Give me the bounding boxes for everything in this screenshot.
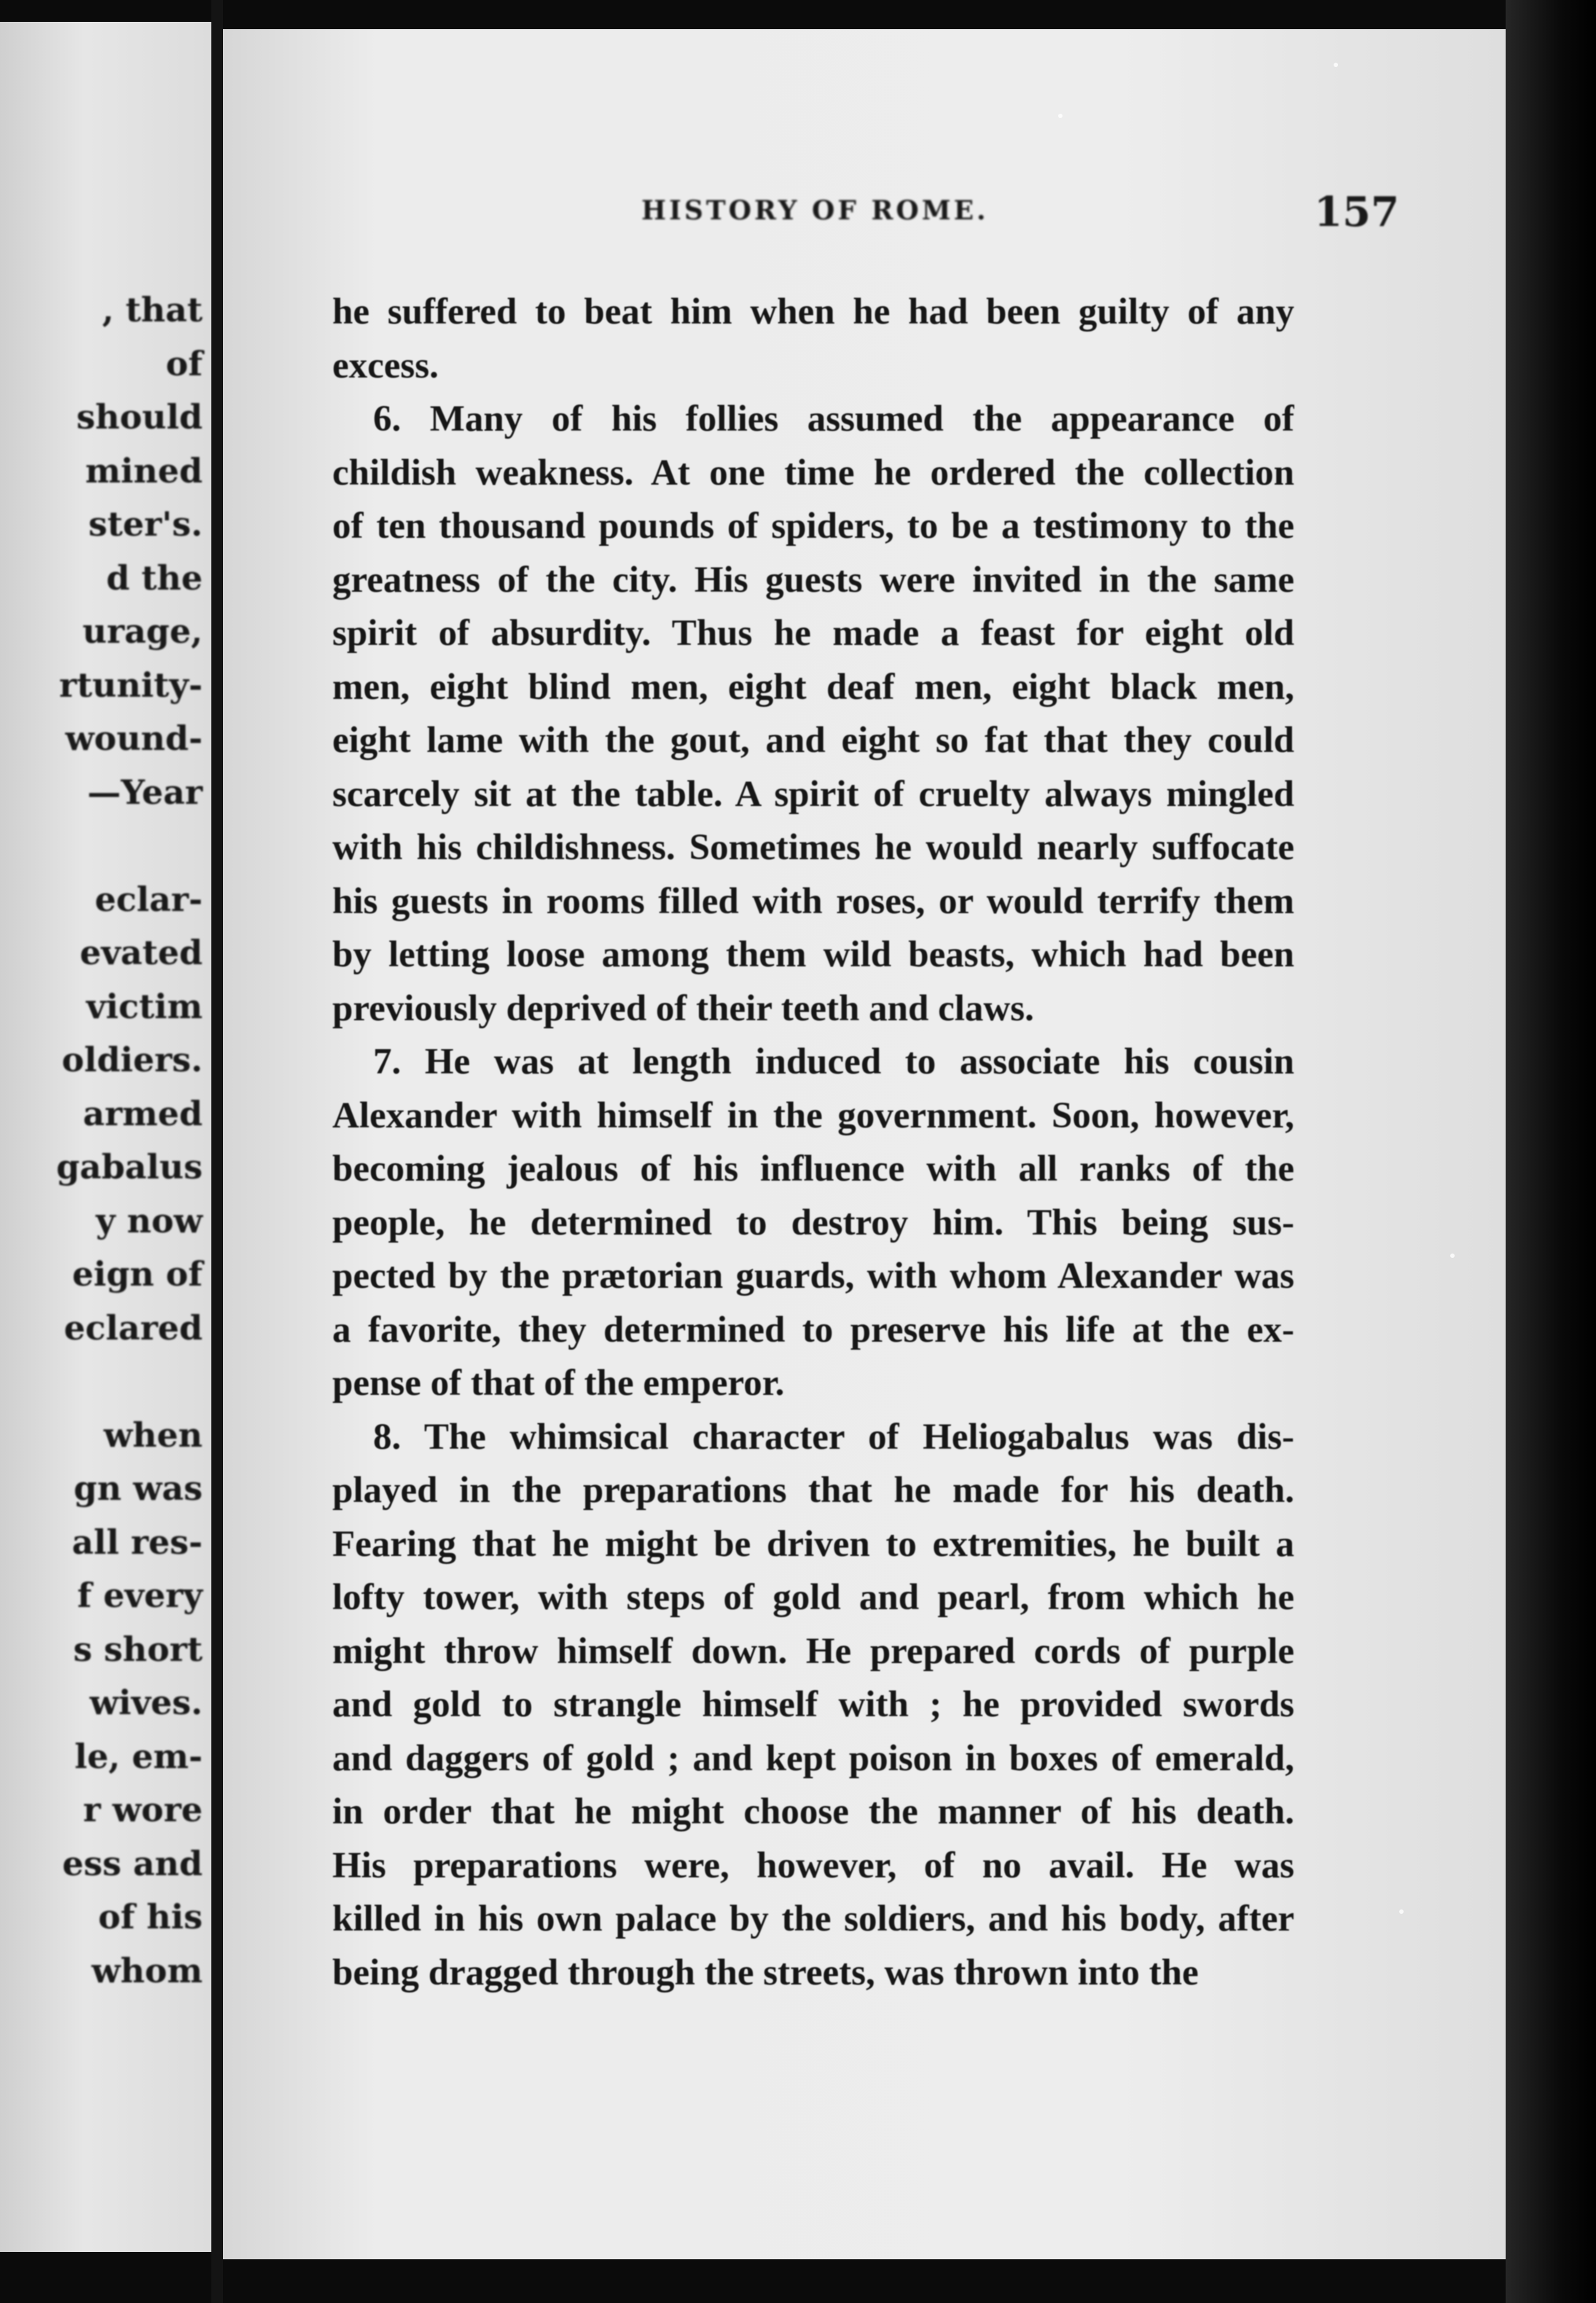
text-line-content: 8. The whimsical character of Heliogabalus was dis- <box>373 1416 1294 1458</box>
text-line <box>332 1197 1294 1251</box>
previous-page-line-fragment: ster's. <box>88 504 203 544</box>
text-line-content: his guests in rooms filled with roses, or would terrify them <box>332 880 1294 922</box>
dust-speck <box>1058 114 1063 118</box>
previous-page-line-fragment: r wore <box>82 1790 203 1829</box>
text-line <box>332 875 1294 929</box>
previous-page-line-fragment: rtunity- <box>59 665 203 705</box>
dust-speck <box>1450 1254 1455 1258</box>
text-line <box>332 1571 1294 1625</box>
text-line-content: killed in his own palace by the soldiers, and his body, after <box>332 1899 1294 1939</box>
previous-page-line-fragment: of <box>165 343 203 383</box>
previous-page-line-fragment: f every <box>77 1576 203 1615</box>
previous-page-line-fragment: eclared <box>63 1307 203 1348</box>
text-line-content: pense of that of the emperor. <box>332 1363 785 1404</box>
text-line-content: might throw himself down. He prepared cords of purple <box>332 1630 1294 1672</box>
text-line-content: greatness of the city. His guests were invited in the same <box>332 559 1294 601</box>
text-line-content: previously deprived of their teeth and claws. <box>332 988 1034 1029</box>
running-head <box>423 188 1399 239</box>
previous-page-line-fragment: y now <box>95 1200 203 1240</box>
text-line-content: 6. Many of his follies assumed the appearance of <box>373 399 1294 439</box>
text-line <box>332 1625 1294 1679</box>
text-line <box>332 982 1294 1036</box>
previous-page-line-fragment: whom <box>91 1950 203 1990</box>
previous-page-line-fragment: wound- <box>65 719 203 758</box>
text-line <box>332 928 1294 982</box>
text-line-content: and daggers of gold ; and kept poison in boxes of emerald, <box>332 1737 1294 1779</box>
text-line <box>332 1357 1294 1411</box>
text-line <box>332 1090 1294 1143</box>
text-line <box>332 661 1294 715</box>
previous-page-line-fragment: ess and <box>62 1843 203 1883</box>
text-line <box>332 1464 1294 1518</box>
text-line-content: His preparations were, however, of no avail. He was <box>332 1845 1294 1886</box>
previous-page-line-fragment: victim <box>86 986 203 1026</box>
text-line-content: with his childishness. Sometimes he would nearly suffocate <box>332 827 1294 868</box>
previous-page-line-fragment: , that <box>102 290 203 329</box>
text-line-content: excess. <box>332 345 439 386</box>
previous-page-line-fragment: oldiers. <box>61 1040 203 1079</box>
running-title: HISTORY OF ROME. <box>641 195 989 226</box>
previous-page-line-fragment: of his <box>98 1897 203 1936</box>
text-line <box>332 1304 1294 1358</box>
previous-page-line-fragment: eclar- <box>95 879 203 919</box>
previous-page-line-fragment: d the <box>106 558 203 598</box>
previous-page-line-fragment: all res- <box>71 1522 203 1562</box>
text-line <box>332 1250 1294 1304</box>
page-number: 157 <box>1314 188 1399 236</box>
previous-page-line-fragment: gabalus <box>56 1147 203 1186</box>
text-line-content: 7. He was at length induced to associate his cousin <box>373 1041 1294 1082</box>
text-line-content: a favorite, they determined to preserve his life at the ex- <box>332 1309 1294 1350</box>
text-line <box>332 821 1294 875</box>
dust-speck <box>1399 1909 1404 1914</box>
previous-page-line-fragment: should <box>76 397 203 437</box>
text-line-content: being dragged through the streets, was thrown into the <box>332 1952 1199 1993</box>
text-line <box>332 1678 1294 1732</box>
text-line-content: childish weakness. At one time he ordered the collection <box>332 452 1294 493</box>
dust-speck <box>1334 63 1338 67</box>
text-line-content: lofty tower, with steps of gold and pearl, from which he <box>332 1577 1294 1618</box>
text-line <box>332 1732 1294 1786</box>
text-line-content: Fearing that he might be driven to extremities, he built a <box>332 1523 1294 1565</box>
text-line <box>332 447 1294 501</box>
text-line-content: Alexander with himself in the government. Soon, however, <box>332 1095 1294 1136</box>
text-line <box>332 393 1294 447</box>
previous-page-line-fragment: le, em- <box>74 1736 203 1776</box>
text-line <box>332 1839 1294 1893</box>
text-line <box>332 1893 1294 1947</box>
text-line-content: spirit of absurdity. Thus he made a feast for eight old <box>332 613 1294 654</box>
text-line <box>332 340 1294 394</box>
text-line <box>332 1947 1294 2001</box>
text-line <box>332 500 1294 554</box>
text-line <box>332 554 1294 608</box>
text-line <box>332 768 1294 822</box>
book-gutter <box>211 0 223 2303</box>
text-line-content: people, he determined to destroy him. This being sus- <box>332 1202 1294 1243</box>
text-line-content: men, eight blind men, eight deaf men, eight black men, <box>332 666 1294 708</box>
text-line <box>332 1518 1294 1572</box>
previous-page-line-fragment: gn was <box>74 1469 203 1508</box>
text-line <box>332 1143 1294 1197</box>
text-line <box>332 714 1294 768</box>
previous-page-line-fragment: eign of <box>72 1254 203 1294</box>
previous-page-edge <box>0 22 211 2252</box>
text-line-content: and gold to strangle himself with ; he provided swords <box>332 1684 1294 1725</box>
text-line <box>332 286 1294 340</box>
text-line-content: scarcely sit at the table. A spirit of cruelty always mingled <box>332 773 1294 815</box>
previous-page-line-fragment: evated <box>79 933 203 972</box>
text-line-content: pected by the prætorian guards, with whom Alexander was <box>332 1256 1294 1297</box>
text-line <box>332 1036 1294 1090</box>
text-line-content: by letting loose among them wild beasts, which had been <box>332 934 1294 975</box>
previous-page-line-fragment: —Year <box>87 772 203 812</box>
previous-page-line-fragment: armed <box>82 1093 203 1133</box>
previous-page-line-fragment: wives. <box>90 1683 203 1722</box>
previous-page-line-fragment: when <box>103 1415 203 1455</box>
text-line <box>332 607 1294 661</box>
previous-page-line-fragment: mined <box>85 450 203 490</box>
text-line-content: played in the preparations that he made for his death. <box>332 1470 1294 1511</box>
page-body-text <box>332 286 1294 2000</box>
text-line-content: of ten thousand pounds of spiders, to be a testimony to the <box>332 506 1294 547</box>
text-line-content: becoming jealous of his influence with all ranks of the <box>332 1149 1294 1189</box>
text-line <box>332 1786 1294 1839</box>
previous-page-line-fragment: s short <box>73 1629 203 1669</box>
text-line <box>332 1411 1294 1465</box>
text-line-content: eight lame with the gout, and eight so fat that they could <box>332 720 1294 761</box>
previous-page-line-fragment: urage, <box>82 611 203 651</box>
text-line-content: in order that he might choose the manner of his death. <box>332 1791 1294 1832</box>
text-line-content: he suffered to beat him when he had been guilty of any <box>332 292 1294 332</box>
scan-right-edge <box>1506 0 1596 2303</box>
